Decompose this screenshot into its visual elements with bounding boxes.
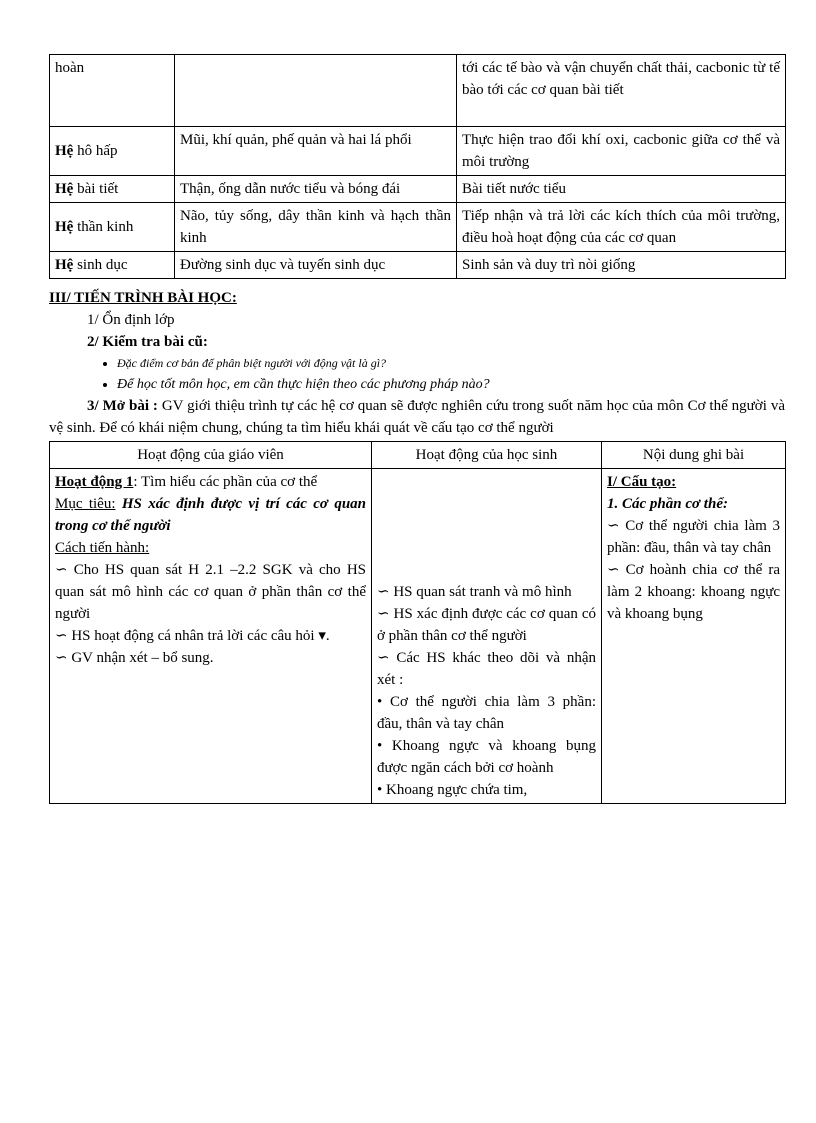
list-item: ∽ GV nhận xét – bổ sung. <box>55 650 214 666</box>
list-item: ∽ HS quan sát tranh và mô hình <box>377 584 572 600</box>
list-item: ∽ Cơ thể người chia làm 3 phần: đầu, thân và tay chân <box>607 518 780 556</box>
organs-cell <box>175 55 457 127</box>
function-cell: Sinh sản và duy trì nòi giống <box>457 252 786 279</box>
function-cell: Tiếp nhận và trả lời các kích thích của môi trường, điều hoà hoạt động của các cơ quan <box>457 203 786 252</box>
function-cell: Thực hiện trao đổi khí oxi, cacbonic giữa cơ thể và môi trường <box>457 127 786 176</box>
section-heading: III/ TIẾN TRÌNH BÀI HỌC: <box>49 290 237 306</box>
table-row <box>50 127 786 176</box>
list-item: • Khoang ngực và khoang bụng được ngăn cách bởi cơ hoành <box>377 738 596 776</box>
list-item: • Đặc điểm cơ bản để phân biệt người với động vật là gì? <box>117 353 785 374</box>
table-row <box>50 203 786 252</box>
list-item: ∽ Cơ hoành chia cơ thể ra làm 2 khoang: khoang ngực và khoang bụng <box>607 562 780 622</box>
organs-cell: Thận, ống dẫn nước tiểu và bóng đái <box>175 176 457 203</box>
column-header: Hoạt động của học sinh <box>372 442 602 469</box>
table-header-row <box>50 442 786 469</box>
organs-cell: Mũi, khí quản, phế quản và hai lá phổi <box>175 127 457 176</box>
student-activity-cell <box>372 469 602 804</box>
column-header: Hoạt động của giáo viên <box>50 442 372 469</box>
step-stabilize: 1/ Ổn định lớp <box>87 312 175 328</box>
table-row <box>50 176 786 203</box>
table-row <box>50 55 786 127</box>
system-cell: Hệ hô hấp <box>50 127 175 176</box>
notes-subheading: 1. Các phần cơ thể: <box>607 496 728 512</box>
function-cell: tới các tế bào và vận chuyển chất thải, cacbonic từ tế bào tới các cơ quan bài tiết <box>457 55 786 127</box>
objective: Mục tiêu: HS xác định được vị trí các cơ quan trong cơ thể người <box>55 496 366 534</box>
document-page <box>49 54 785 804</box>
system-cell: Hệ bài tiết <box>50 176 175 203</box>
system-cell: Hệ sinh dục <box>50 252 175 279</box>
step-review: 2/ Kiểm tra bài cũ: <box>87 334 208 350</box>
table-row <box>50 252 786 279</box>
system-cell: hoàn <box>50 55 175 127</box>
list-item: • Cơ thể người chia làm 3 phần: đầu, thân và tay chân <box>377 694 596 732</box>
list-item: ∽ HS xác định được các cơ quan có ở phần thân cơ thể người <box>377 606 596 644</box>
activity-title: Hoạt động 1: Tìm hiểu các phần của cơ thể <box>55 474 318 490</box>
list-item: ∽ Cho HS quan sát H 2.1 –2.2 SGK và cho HS quan sát mô hình các cơ quan ở phần thân cơ thể người <box>55 562 366 622</box>
review-questions <box>49 353 785 395</box>
organs-cell: Não, tủy sống, dây thần kinh và hạch thần kinh <box>175 203 457 252</box>
method-label: Cách tiến hành: <box>55 540 150 556</box>
list-item: • Để học tốt môn học, em cần thực hiện theo các phương pháp nào? <box>117 374 785 395</box>
lesson-activities-table <box>49 441 786 804</box>
notes-heading: I/ Cấu tạo: <box>607 474 677 490</box>
teacher-activity-cell <box>50 469 372 804</box>
system-cell: Hệ thần kinh <box>50 203 175 252</box>
table-row <box>50 469 786 804</box>
introduction-paragraph: 3/ Mở bài : GV giới thiệu trình tự các hệ cơ quan sẽ được nghiên cứu trong suốt năm học của môn Cơ thể người và vệ sinh. Để có khái niệm chung, chúng ta tìm hiểu khái quát về cấu tạo cơ thể người <box>49 398 785 436</box>
notes-cell <box>602 469 786 804</box>
organs-cell: Đường sinh dục và tuyến sinh dục <box>175 252 457 279</box>
function-cell: Bài tiết nước tiểu <box>457 176 786 203</box>
list-item: ∽ HS hoạt động cá nhân trả lời các câu hỏi ▾. <box>55 628 330 644</box>
organ-systems-table <box>49 54 786 279</box>
list-item: • Khoang ngực chứa tim, <box>377 782 528 798</box>
list-item: ∽ Các HS khác theo dõi và nhận xét : <box>377 650 596 688</box>
column-header: Nội dung ghi bài <box>602 442 786 469</box>
